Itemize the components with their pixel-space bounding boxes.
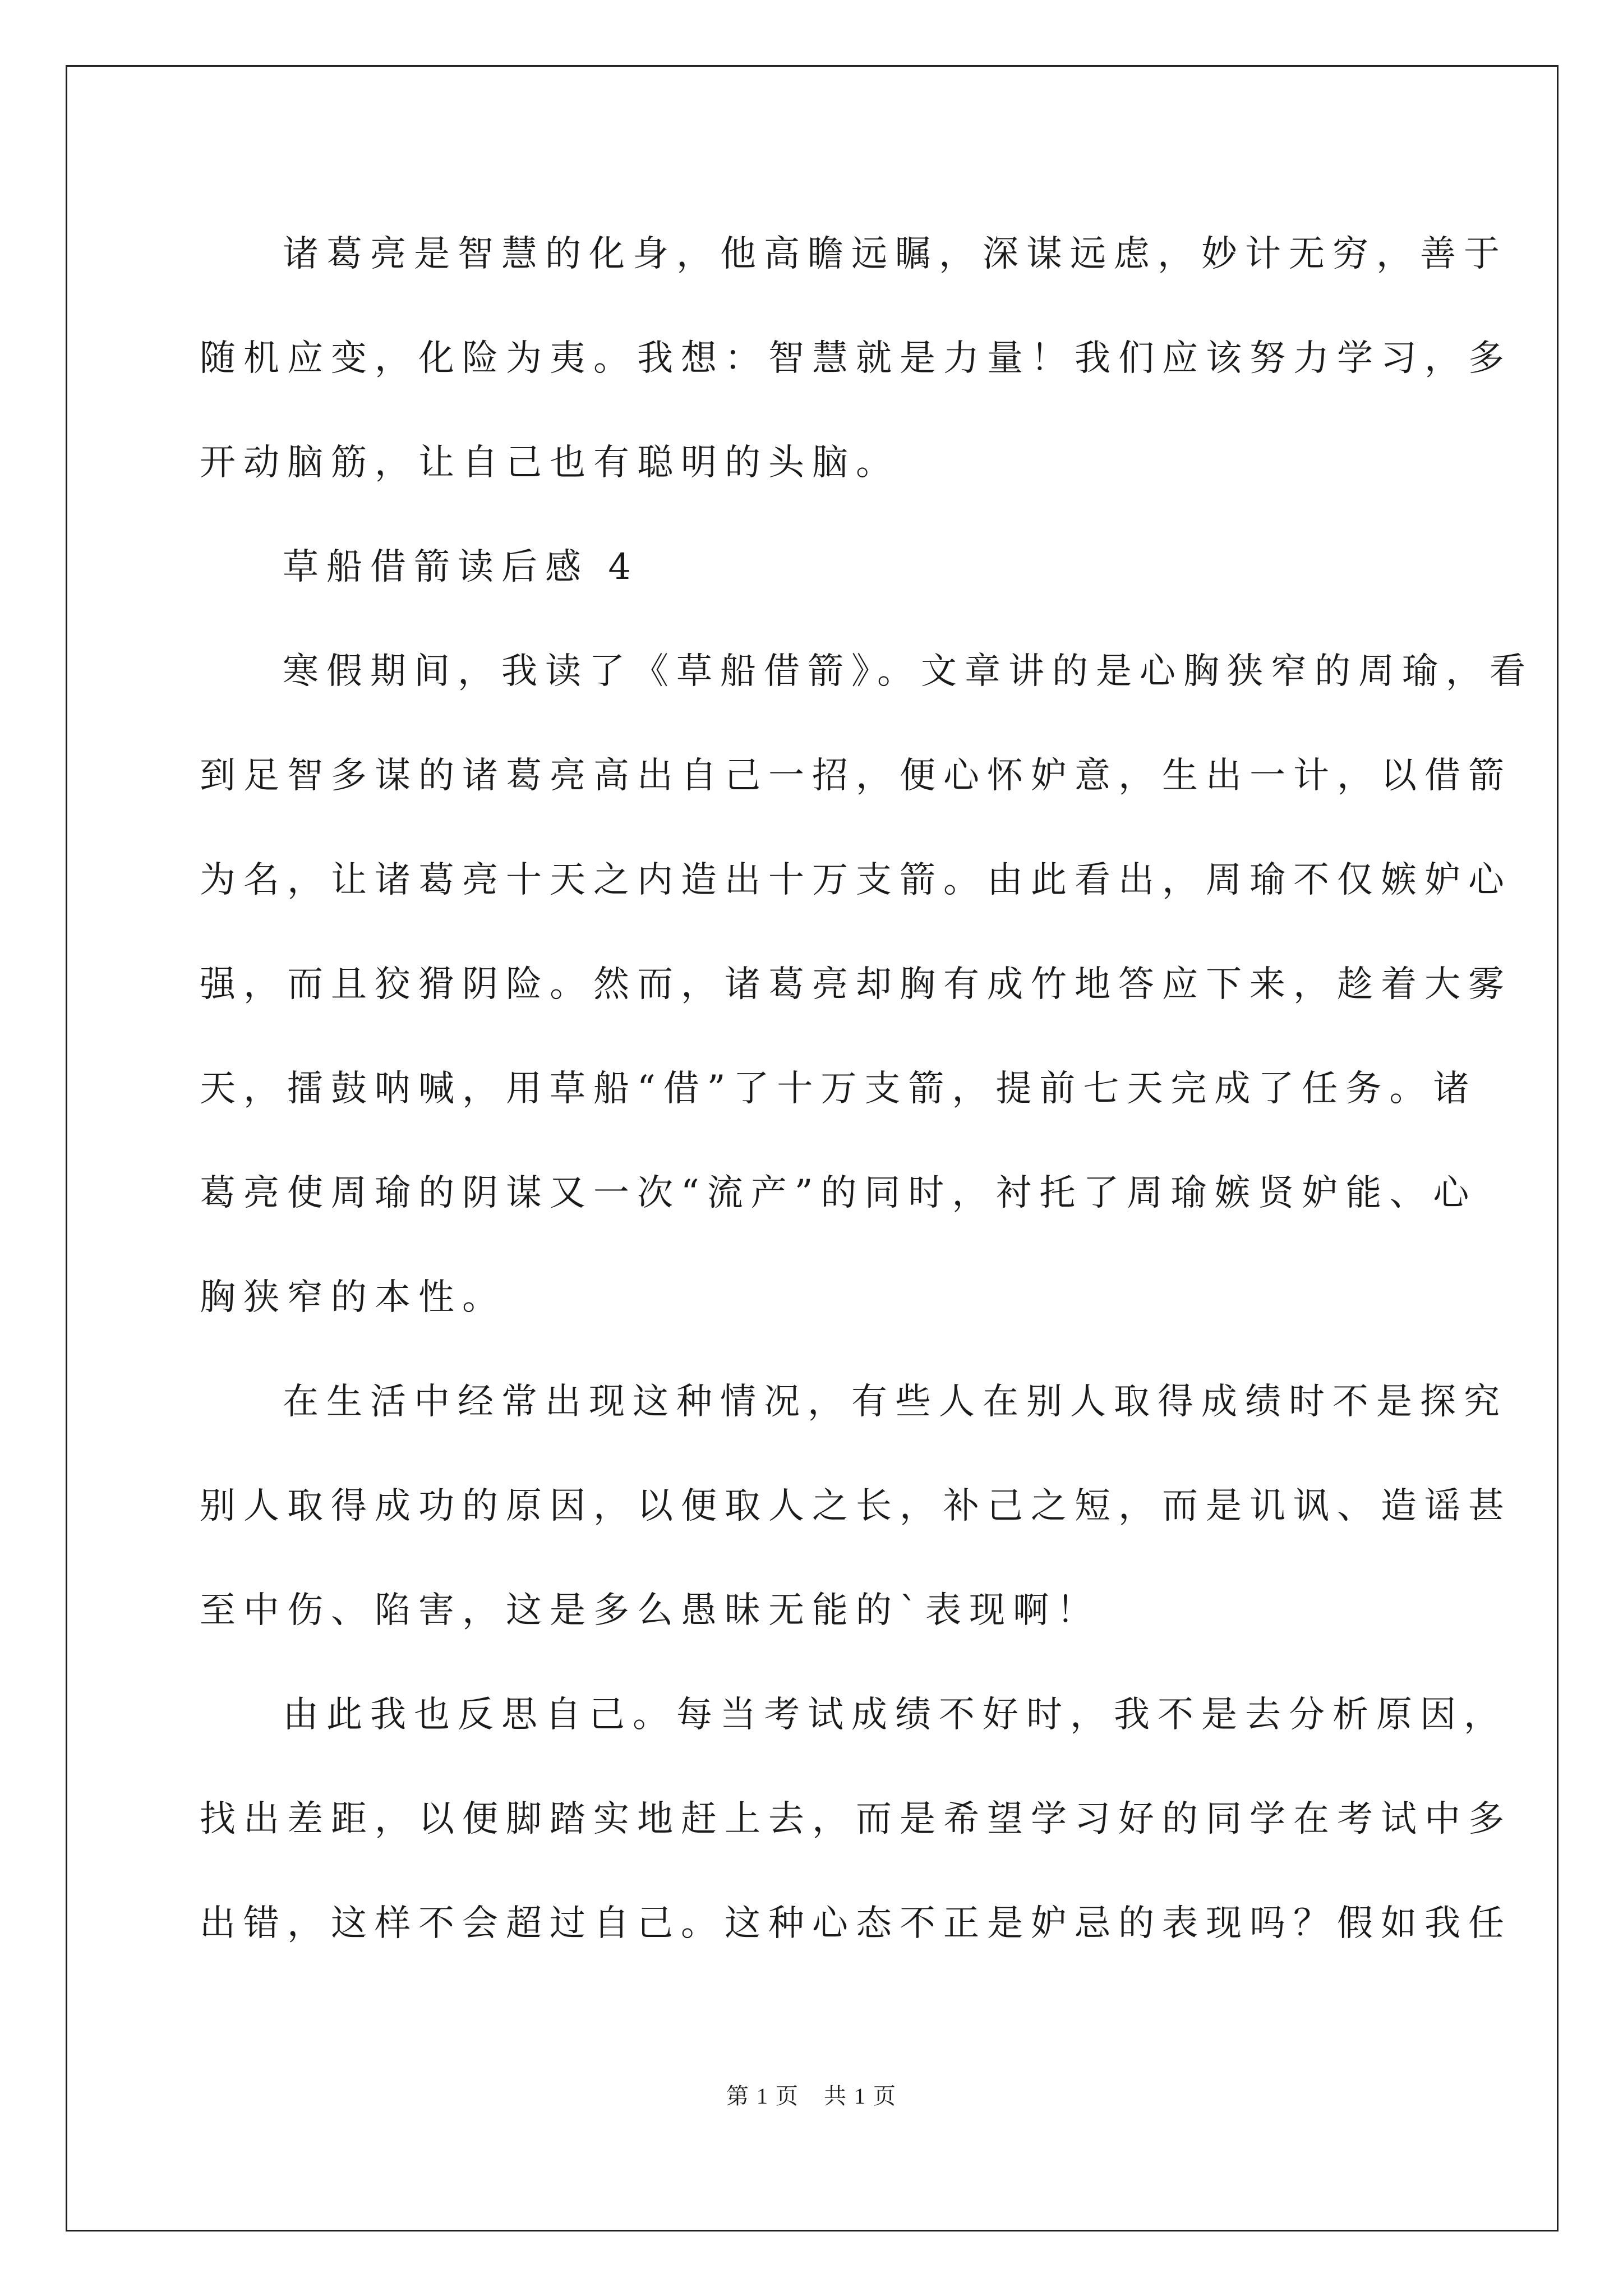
text-line: 到足智多谋的诸葛亮高出自己一招，便心怀妒意，生出一计，以借箭 xyxy=(200,755,1512,797)
text-line: 随机应变，化险为夷。我想：智慧就是力量！我们应该努力学习，多 xyxy=(200,338,1512,379)
text-line: 寒假期间，我读了《草船借箭》。文章讲的是心胸狭窄的周瑜，看 xyxy=(283,651,1533,692)
page-number: 第 1 页 xyxy=(726,2083,799,2109)
text-line: 至中伤、陷害，这是多么愚昧无能的`表现啊！ xyxy=(200,1590,1100,1631)
page-total: 共 1 页 xyxy=(824,2083,897,2109)
text-line: 为名，让诸葛亮十天之内造出十万支箭。由此看出，周瑜不仅嫉妒心 xyxy=(200,859,1512,901)
text-line: 诸葛亮是智慧的化身，他高瞻远瞩，深谋远虑，妙计无穷，善于 xyxy=(283,233,1507,275)
text-line: 在生活中经常出现这种情况，有些人在别人取得成绩时不是探究 xyxy=(283,1381,1507,1423)
document-body xyxy=(200,202,1533,1976)
text-line: 天，擂鼓呐喊，用草船“借”了十万支箭，提前七天完成了任务。诸 xyxy=(200,1068,1477,1110)
page-footer xyxy=(0,2078,1623,2110)
text-line: 出错，这样不会超过自己。这种心态不正是妒忌的表现吗？假如我任 xyxy=(200,1903,1512,1944)
text-line: 强，而且狡猾阴险。然而，诸葛亮却胸有成竹地答应下来，趁着大雾 xyxy=(200,964,1512,1005)
text-line: 葛亮使周瑜的阴谋又一次“流产”的同时，衬托了周瑜嫉贤妒能、心 xyxy=(200,1172,1477,1214)
section-heading: 草船借箭读后感 4 xyxy=(283,546,639,588)
text-line: 由此我也反思自己。每当考试成绩不好时，我不是去分析原因， xyxy=(283,1694,1507,1736)
text-line: 找出差距，以便脚踏实地赶上去，而是希望学习好的同学在考试中多 xyxy=(200,1798,1512,1840)
text-line: 胸狭窄的本性。 xyxy=(200,1277,506,1318)
text-line: 开动脑筋，让自己也有聪明的头脑。 xyxy=(200,442,900,484)
text-line: 别人取得成功的原因，以便取人之长，补己之短，而是讥讽、造谣甚 xyxy=(200,1485,1512,1527)
